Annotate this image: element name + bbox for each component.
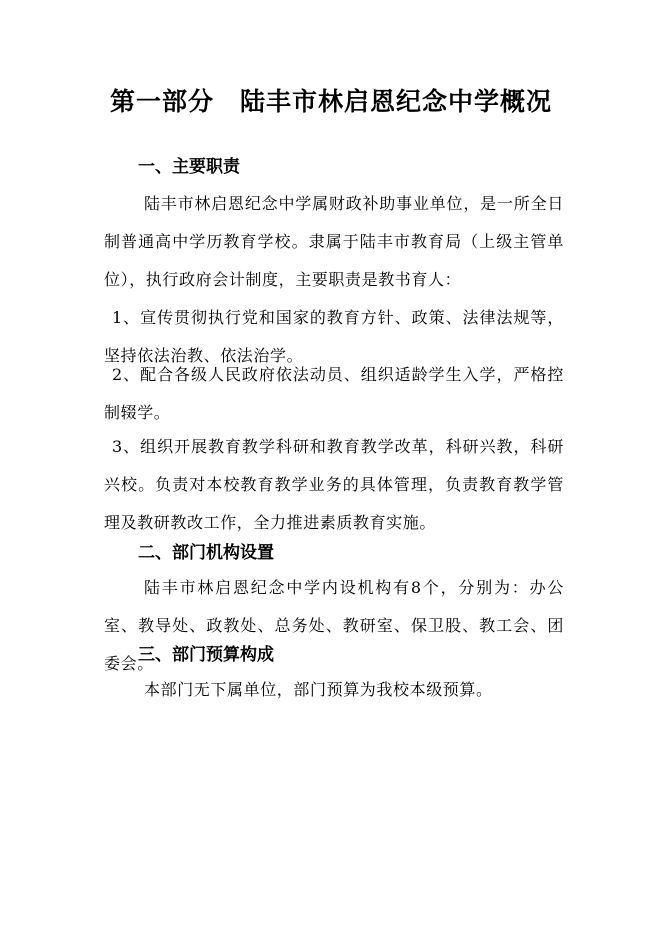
paragraph-budget: 本部门无下属单位，部门预算为我校本级预算。 <box>144 680 493 699</box>
section-heading-budget: 三、部门预算构成 <box>138 645 274 665</box>
paragraph-duty-1: 1、宣传贯彻执行党和国家的教育方针、政策、法律法规等，坚持依法治教、依法治学。 <box>104 308 564 365</box>
paragraph-school-overview: 陆丰市林启恩纪念中学属财政补助事业单位，是一所全日制普通高中学历教育学校。隶属于陆丰市教育局（上级主管单位），执行政府会计制度，主要职责是教书育人： <box>104 194 564 289</box>
paragraph-organization: 陆丰市林启恩纪念中学内设机构有8个，分别为：办公室、教导处、政教处、总务处、教研室、保卫股、教工会、团委会。 <box>104 578 564 673</box>
section-heading-main-duties: 一、主要职责 <box>138 157 240 177</box>
section-heading-organization: 二、部门机构设置 <box>138 543 274 563</box>
paragraph-duty-3: 3、组织开展教育教学科研和教育教学改革，科研兴教，科研兴校。负责对本校教育教学业务的具体管理，负责教育教学管理及教研教改工作，全力推进素质教育实施。 <box>104 437 564 532</box>
paragraph-duty-2: 2、配合各级人民政府依法动员、组织适龄学生入学，严格控制辍学。 <box>104 365 564 422</box>
page-title: 第一部分 陆丰市林启恩纪念中学概况 <box>109 87 552 116</box>
